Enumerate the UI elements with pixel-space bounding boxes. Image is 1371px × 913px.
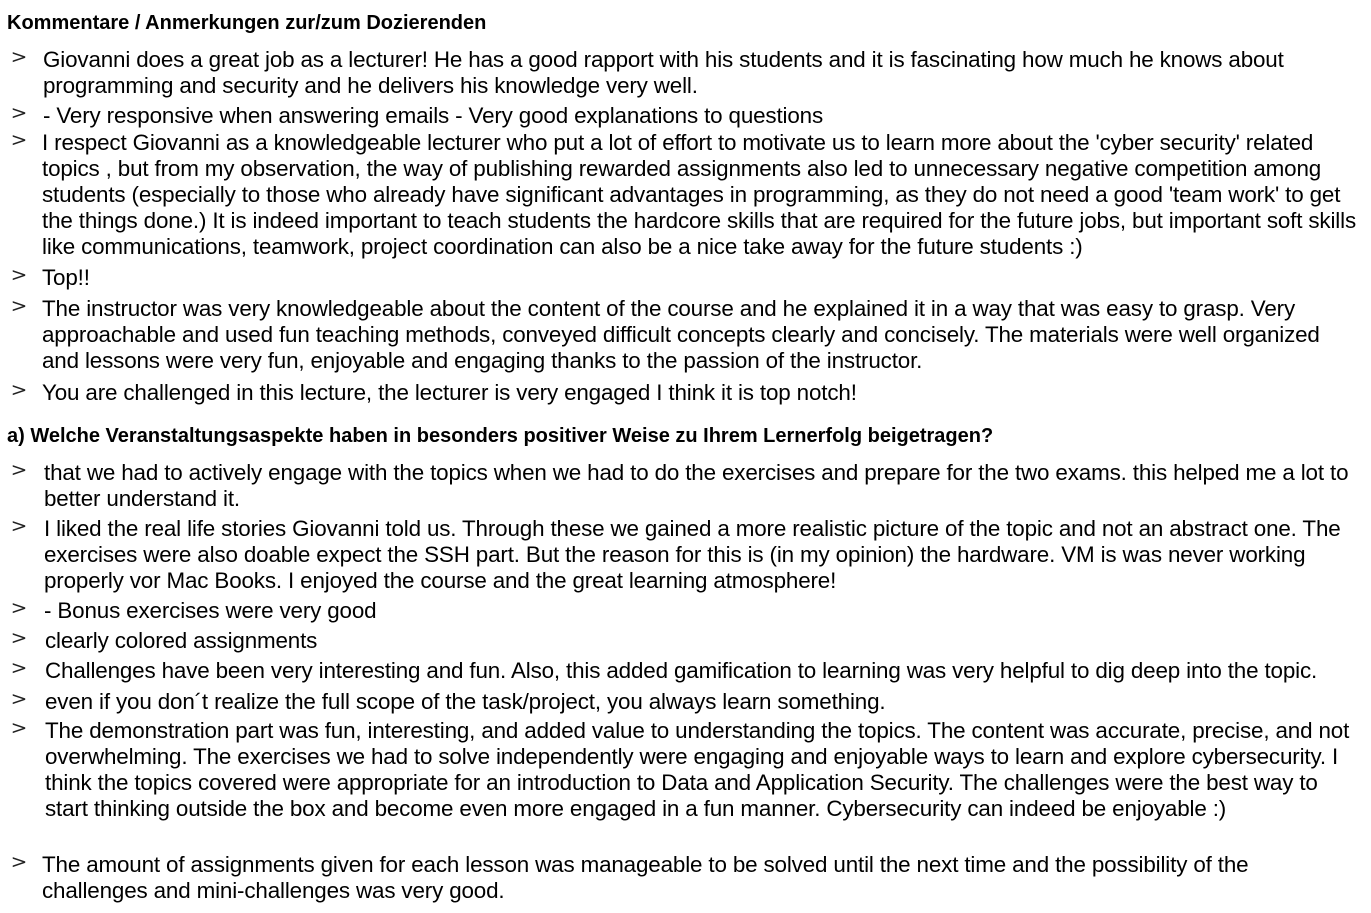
section-heading: Kommentare / Anmerkungen zur/zum Dozierenden <box>7 12 487 34</box>
chevron-right-icon: > <box>10 46 28 68</box>
chevron-right-icon: > <box>10 515 28 537</box>
comment-text: Challenges have been very interesting and fun. Also, this added gamification to learning was very helpful to dig deep into the topic. <box>45 658 1318 683</box>
comment-text: that we had to actively engage with the topics when we had to do the exercises and prepare for the two exams. this helped me a lot to better understand it. <box>44 460 1349 511</box>
chevron-right-icon: > <box>10 379 28 401</box>
comment-text: You are challenged in this lecture, the lecturer is very engaged I think it is top notch! <box>42 380 857 405</box>
chevron-right-icon: > <box>10 851 28 873</box>
chevron-right-icon: > <box>10 597 28 619</box>
section-heading: a) Welche Veranstaltungsaspekte haben in besonders positiver Weise zu Ihrem Lernerfolg beigetragen? <box>7 425 994 447</box>
comment-text: I liked the real life stories Giovanni told us. Through these we gained a more realistic picture of the topic and not an abstract one. The exercises were also doable expect the SSH part. But the reason for this is (in my opinion) the hardware. VM is was never working properly vor Mac Books. I enjoyed the course and the great learning atmosphere! <box>44 516 1341 593</box>
comment-text: I respect Giovanni as a knowledgeable lecturer who put a lot of effort to motivate us to learn more about the 'cyber security' related topics , but from my observation, the way of publishing rewarded assignments also led to unnecessary negative competition among students (especially to those who already have significant advantages in programming, as they do not need a good 'team work' to get the things done.) It is indeed important to teach students the hardcore skills that are required for the future jobs, but important soft skills like communications, teamwork, project coordination can also be a nice take away for the future students :) <box>42 130 1356 259</box>
chevron-right-icon: > <box>10 627 28 649</box>
comment-text: - Very responsive when answering emails - Very good explanations to questions <box>43 103 824 128</box>
chevron-right-icon: > <box>10 129 28 151</box>
comment-text: - Bonus exercises were very good <box>44 598 377 623</box>
comment-text: Giovanni does a great job as a lecturer! He has a good rapport with his students and it is fascinating how much he knows about programming and security and he delivers his knowledge very well. <box>43 47 1284 98</box>
comment-text: The demonstration part was fun, interesting, and added value to understanding the topics. The content was accurate, precise, and not overwhelming. The exercises we had to solve independently were engaging and enjoyable ways to learn and explore cybersecurity. I think the topics covered were appropriate for an introduction to Data and Application Security. The challenges were the best way to start thinking outside the box and become even more engaged in a fun manner. Cybersecurity can indeed be enjoyable :) <box>45 718 1350 821</box>
chevron-right-icon: > <box>10 102 28 124</box>
chevron-right-icon: > <box>10 264 28 286</box>
chevron-right-icon: > <box>10 688 28 710</box>
comment-text: The instructor was very knowledgeable about the content of the course and he explained it in a way that was easy to grasp. Very approachable and used fun teaching methods, conveyed difficult concepts clearly and concisely. The materials were well organized and lessons were very fun, enjoyable and engaging thanks to the passion of the instructor. <box>42 296 1320 373</box>
comment-text: The amount of assignments given for each lesson was manageable to be solved until the next time and the possibility of the challenges and mini-challenges was very good. <box>42 852 1249 903</box>
chevron-right-icon: > <box>10 717 28 739</box>
comment-text: even if you don´t realize the full scope of the task/project, you always learn something. <box>45 689 886 714</box>
comment-text: clearly colored assignments <box>45 628 318 653</box>
chevron-right-icon: > <box>10 459 28 481</box>
chevron-right-icon: > <box>10 295 28 317</box>
comment-text: Top!! <box>42 265 90 290</box>
chevron-right-icon: > <box>10 657 28 679</box>
